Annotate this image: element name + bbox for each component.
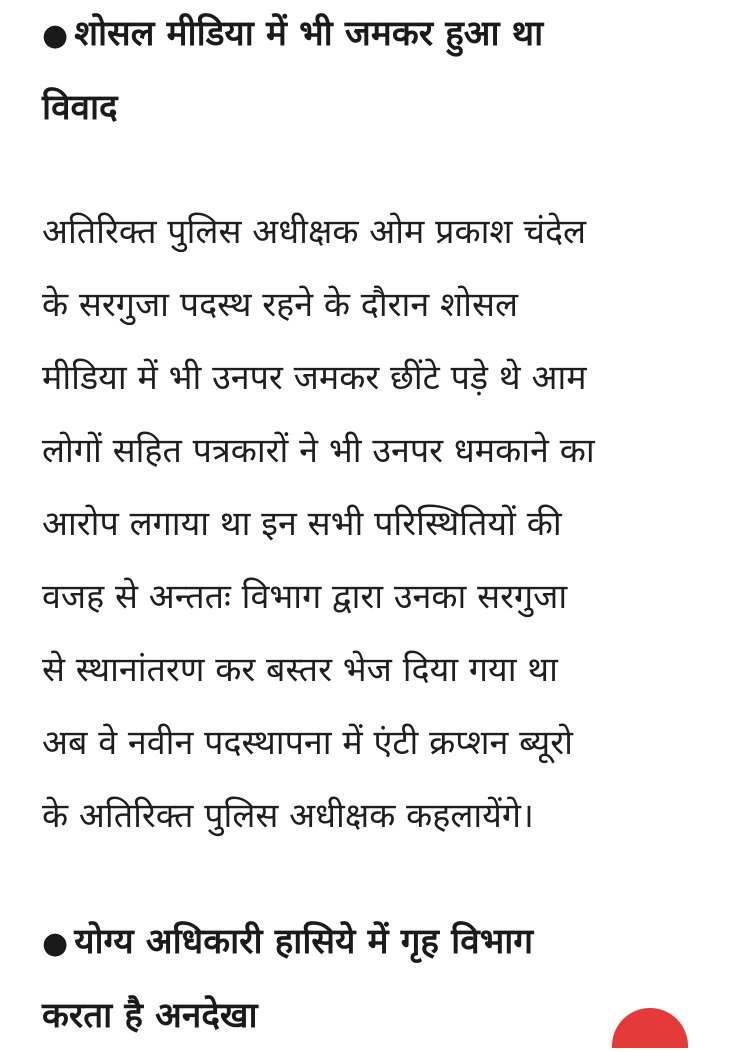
heading-line: करता है अनदेखा (42, 996, 258, 1036)
paragraph-line: के सरगुजा पदस्थ रहने के दौरान शोसल (42, 285, 519, 325)
section-heading-social-media (42, 0, 722, 144)
paragraph-line: वजह से अन्ततः विभाग द्वारा उनका सरगुजा (42, 577, 568, 617)
heading-line: विवाद (42, 88, 118, 128)
paragraph-line: अतिरिक्त पुलिस अधीक्षक ओम प्रकाश चंदेल (42, 212, 587, 252)
paragraph-line: मीडिया में भी उनपर जमकर छींटे पड़े थे आम (42, 358, 587, 398)
paragraph-line: से स्थानांतरण कर बस्तर भेज दिया गया था (42, 650, 558, 690)
paragraph-line: लोगों सहित पत्रकारों ने भी उनपर धमकाने का (42, 431, 595, 471)
paragraph-line: आरोप लगाया था इन सभी परिस्थितियों की (42, 504, 562, 544)
heading-line: योग्य अधिकारी हासिये में गृह विभाग (74, 922, 534, 962)
bullet-icon: ● (42, 926, 69, 961)
article-paragraph (42, 196, 712, 853)
bullet-icon: ● (42, 18, 69, 53)
paragraph-line: के अतिरिक्त पुलिस अधीक्षक कहलायेंगे। (42, 796, 534, 836)
paragraph-line: अब वे नवीन पदस्थापना में एंटी क्रप्शन ब्यूरो (42, 723, 573, 763)
heading-line: शोसल मीडिया में भी जमकर हुआ था (74, 14, 544, 54)
